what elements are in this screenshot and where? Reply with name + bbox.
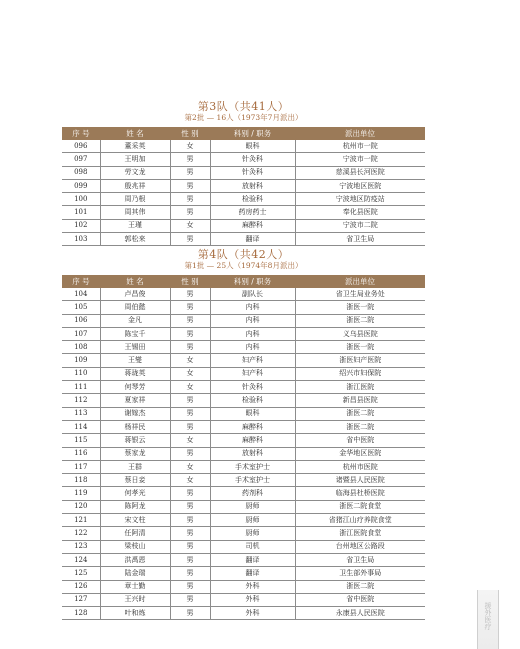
cell-number: 115	[62, 434, 100, 447]
cell-number: 101	[62, 206, 100, 219]
cell-name: 梁枝山	[100, 540, 170, 553]
table-row	[62, 381, 425, 394]
cell-gender: 男	[170, 341, 210, 354]
cell-unit: 金华地区医院	[295, 447, 425, 460]
table-row	[62, 327, 425, 340]
cell-unit: 宁波市二院	[295, 219, 425, 232]
table-row	[62, 153, 425, 166]
cell-number: 116	[62, 447, 100, 460]
cell-unit: 浙医二院食堂	[295, 500, 425, 513]
cell-gender: 男	[170, 593, 210, 606]
header-gender: 性 别	[170, 127, 210, 140]
cell-number: 125	[62, 567, 100, 580]
cell-number: 124	[62, 553, 100, 566]
cell-name: 劳文龙	[100, 166, 170, 179]
cell-department: 手术室护士	[210, 460, 295, 473]
cell-unit: 省猪江山疗养院食堂	[295, 514, 425, 527]
cell-name: 陈宝千	[100, 327, 170, 340]
cell-gender: 男	[170, 514, 210, 527]
header-unit: 派出单位	[295, 275, 425, 288]
cell-name: 殷兆祥	[100, 179, 170, 192]
cell-name: 蔡家龙	[100, 447, 170, 460]
cell-unit: 浙医一院	[295, 341, 425, 354]
cell-department: 内科	[210, 301, 295, 314]
table-row	[62, 140, 425, 153]
table-row	[62, 460, 425, 473]
cell-number: 106	[62, 314, 100, 327]
table-row	[62, 206, 425, 219]
team3-subtitle: 第2批 — 16人（1973年7月派出）	[184, 113, 303, 122]
cell-gender: 男	[170, 153, 210, 166]
team4-title: 第4队（共42人）	[197, 248, 290, 261]
cell-unit: 诸暨县人民医院	[295, 474, 425, 487]
cell-unit: 杭州市医院	[295, 460, 425, 473]
table-row	[62, 314, 425, 327]
cell-unit: 新昌县医院	[295, 394, 425, 407]
cell-department: 麻醉科	[210, 219, 295, 232]
cell-name: 何孝光	[100, 487, 170, 500]
cell-name: 王兴时	[100, 593, 170, 606]
team3-title: 第3队（共41人）	[197, 100, 290, 113]
cell-name: 陈阿龙	[100, 500, 170, 513]
team3-table	[62, 127, 425, 246]
table-row	[62, 514, 425, 527]
cell-department: 药房药士	[210, 206, 295, 219]
table-row	[62, 394, 425, 407]
cell-unit: 浙医二院	[295, 420, 425, 433]
table-row	[62, 447, 425, 460]
cell-department: 放射科	[210, 447, 295, 460]
cell-name: 蔡日妾	[100, 474, 170, 487]
cell-name: 宋文柱	[100, 514, 170, 527]
cell-name: 蒋银云	[100, 434, 170, 447]
team4-table	[62, 275, 425, 620]
cell-unit: 慈溪县长河医院	[295, 166, 425, 179]
table-row	[62, 474, 425, 487]
cell-department: 眼科	[210, 140, 295, 153]
header-number: 序 号	[62, 127, 100, 140]
team4-section	[62, 248, 425, 620]
cell-number: 097	[62, 153, 100, 166]
cell-gender: 女	[170, 381, 210, 394]
cell-number: 104	[62, 288, 100, 301]
cell-department: 妇产科	[210, 354, 295, 367]
cell-unit: 宁波地区防疫站	[295, 193, 425, 206]
cell-gender: 女	[170, 460, 210, 473]
cell-gender: 女	[170, 474, 210, 487]
cell-number: 126	[62, 580, 100, 593]
cell-department: 放射科	[210, 179, 295, 192]
cell-department: 眼科	[210, 407, 295, 420]
cell-unit: 台州地区公路段	[295, 540, 425, 553]
cell-gender: 男	[170, 447, 210, 460]
cell-name: 卢昌俊	[100, 288, 170, 301]
cell-number: 121	[62, 514, 100, 527]
cell-department: 翻译	[210, 233, 295, 246]
table-row	[62, 527, 425, 540]
cell-name: 王群	[100, 460, 170, 473]
cell-name: 何琴芳	[100, 381, 170, 394]
cell-unit: 奉化县医院	[295, 206, 425, 219]
table-row	[62, 407, 425, 420]
cell-name: 董采英	[100, 140, 170, 153]
cell-gender: 男	[170, 567, 210, 580]
table-row	[62, 607, 425, 620]
cell-department: 司机	[210, 540, 295, 553]
cell-unit: 省中医院	[295, 434, 425, 447]
cell-number: 102	[62, 219, 100, 232]
cell-name: 周其伟	[100, 206, 170, 219]
cell-gender: 男	[170, 327, 210, 340]
cell-number: 113	[62, 407, 100, 420]
cell-number: 128	[62, 607, 100, 620]
cell-unit: 宁波地区医院	[295, 179, 425, 192]
cell-department: 针灸科	[210, 381, 295, 394]
cell-number: 120	[62, 500, 100, 513]
cell-gender: 男	[170, 233, 210, 246]
cell-department: 厨师	[210, 500, 295, 513]
cell-number: 118	[62, 474, 100, 487]
cell-gender: 男	[170, 540, 210, 553]
cell-name: 章士勤	[100, 580, 170, 593]
cell-department: 翻译	[210, 567, 295, 580]
cell-name: 蒋珑英	[100, 367, 170, 380]
team3-table-body	[62, 140, 425, 246]
cell-number: 108	[62, 341, 100, 354]
table-row	[62, 341, 425, 354]
cell-gender: 男	[170, 301, 210, 314]
cell-unit: 卫生部外事局	[295, 567, 425, 580]
cell-unit: 省卫生局业务处	[295, 288, 425, 301]
cell-unit: 省中医院	[295, 593, 425, 606]
cell-department: 针灸科	[210, 153, 295, 166]
cell-unit: 临海县杜桥医院	[295, 487, 425, 500]
table-row	[62, 487, 425, 500]
cell-number: 100	[62, 193, 100, 206]
cell-unit: 绍兴市妇保院	[295, 367, 425, 380]
cell-number: 110	[62, 367, 100, 380]
table-row	[62, 179, 425, 192]
header-unit: 派出单位	[295, 127, 425, 140]
cell-gender: 男	[170, 553, 210, 566]
team4-subtitle: 第1批 — 25人（1974年8月派出）	[184, 261, 303, 270]
cell-department: 内科	[210, 341, 295, 354]
cell-gender: 男	[170, 527, 210, 540]
cell-gender: 男	[170, 288, 210, 301]
cell-unit: 杭州市一院	[295, 140, 425, 153]
cell-gender: 男	[170, 580, 210, 593]
table-row	[62, 553, 425, 566]
cell-gender: 男	[170, 179, 210, 192]
cell-name: 郭松来	[100, 233, 170, 246]
cell-name: 叶和炼	[100, 607, 170, 620]
cell-name: 周乃根	[100, 193, 170, 206]
cell-gender: 男	[170, 314, 210, 327]
cell-name: 谢嫁杰	[100, 407, 170, 420]
cell-unit: 义乌县医院	[295, 327, 425, 340]
cell-number: 122	[62, 527, 100, 540]
cell-number: 117	[62, 460, 100, 473]
side-tab-label: 援外医疗	[484, 602, 492, 630]
cell-number: 103	[62, 233, 100, 246]
cell-unit: 省卫生局	[295, 553, 425, 566]
table-row	[62, 367, 425, 380]
cell-name: 王明加	[100, 153, 170, 166]
cell-number: 109	[62, 354, 100, 367]
cell-number: 105	[62, 301, 100, 314]
cell-gender: 男	[170, 166, 210, 179]
header-department: 科别 / 职务	[210, 127, 295, 140]
table-row	[62, 288, 425, 301]
cell-unit: 浙医妇产医院	[295, 354, 425, 367]
cell-gender: 男	[170, 487, 210, 500]
cell-department: 药剂科	[210, 487, 295, 500]
cell-number: 111	[62, 381, 100, 394]
cell-unit: 省卫生局	[295, 233, 425, 246]
cell-name: 夏家祥	[100, 394, 170, 407]
cell-department: 内科	[210, 314, 295, 327]
cell-name: 金凡	[100, 314, 170, 327]
cell-department: 检验科	[210, 193, 295, 206]
cell-number: 123	[62, 540, 100, 553]
cell-department: 妇产科	[210, 367, 295, 380]
cell-number: 096	[62, 140, 100, 153]
cell-gender: 女	[170, 434, 210, 447]
cell-number: 112	[62, 394, 100, 407]
cell-gender: 女	[170, 219, 210, 232]
cell-gender: 男	[170, 420, 210, 433]
table-row	[62, 593, 425, 606]
table-row	[62, 434, 425, 447]
cell-number: 127	[62, 593, 100, 606]
table-row	[62, 540, 425, 553]
table-row	[62, 354, 425, 367]
cell-department: 外科	[210, 593, 295, 606]
cell-gender: 男	[170, 193, 210, 206]
cell-unit: 永康县人民医院	[295, 607, 425, 620]
cell-number: 119	[62, 487, 100, 500]
header-gender: 性 别	[170, 275, 210, 288]
cell-department: 针灸科	[210, 166, 295, 179]
table-row	[62, 233, 425, 246]
cell-name: 陆金瑞	[100, 567, 170, 580]
cell-gender: 男	[170, 607, 210, 620]
cell-unit: 浙医一院	[295, 301, 425, 314]
cell-gender: 女	[170, 354, 210, 367]
cell-name: 任阿清	[100, 527, 170, 540]
table-header-row	[62, 127, 425, 140]
cell-gender: 女	[170, 140, 210, 153]
header-name: 姓 名	[100, 127, 170, 140]
cell-unit: 浙医二院	[295, 580, 425, 593]
cell-unit: 浙江医院食堂	[295, 527, 425, 540]
cell-number: 099	[62, 179, 100, 192]
table-row	[62, 166, 425, 179]
table-row	[62, 500, 425, 513]
side-tab	[477, 590, 499, 649]
cell-number: 107	[62, 327, 100, 340]
cell-department: 翻译	[210, 553, 295, 566]
table-header-row	[62, 275, 425, 288]
cell-name: 王锡田	[100, 341, 170, 354]
team4-table-body	[62, 288, 425, 620]
cell-unit: 浙医二院	[295, 407, 425, 420]
cell-unit: 浙医二院	[295, 314, 425, 327]
cell-department: 麻醉科	[210, 434, 295, 447]
cell-number: 098	[62, 166, 100, 179]
cell-gender: 男	[170, 206, 210, 219]
cell-number: 114	[62, 420, 100, 433]
cell-gender: 女	[170, 367, 210, 380]
cell-name: 杨祥民	[100, 420, 170, 433]
team3-section	[62, 100, 425, 246]
table-row	[62, 219, 425, 232]
cell-department: 麻醉科	[210, 420, 295, 433]
cell-department: 外科	[210, 607, 295, 620]
cell-name: 周伯懿	[100, 301, 170, 314]
table-row	[62, 420, 425, 433]
table-row	[62, 567, 425, 580]
cell-department: 厨师	[210, 527, 295, 540]
cell-gender: 男	[170, 500, 210, 513]
table-row	[62, 193, 425, 206]
header-name: 姓 名	[100, 275, 170, 288]
table-row	[62, 580, 425, 593]
cell-department: 内科	[210, 327, 295, 340]
cell-unit: 宁波市一院	[295, 153, 425, 166]
cell-department: 手术室护士	[210, 474, 295, 487]
header-department: 科别 / 职务	[210, 275, 295, 288]
cell-name: 王瑾	[100, 219, 170, 232]
cell-unit: 浙江医院	[295, 381, 425, 394]
cell-department: 厨师	[210, 514, 295, 527]
table-row	[62, 301, 425, 314]
cell-department: 检验科	[210, 394, 295, 407]
cell-name: 王燮	[100, 354, 170, 367]
header-number: 序 号	[62, 275, 100, 288]
cell-department: 外科	[210, 580, 295, 593]
cell-gender: 男	[170, 407, 210, 420]
cell-gender: 男	[170, 394, 210, 407]
cell-name: 洪禹恩	[100, 553, 170, 566]
cell-department: 副队长	[210, 288, 295, 301]
